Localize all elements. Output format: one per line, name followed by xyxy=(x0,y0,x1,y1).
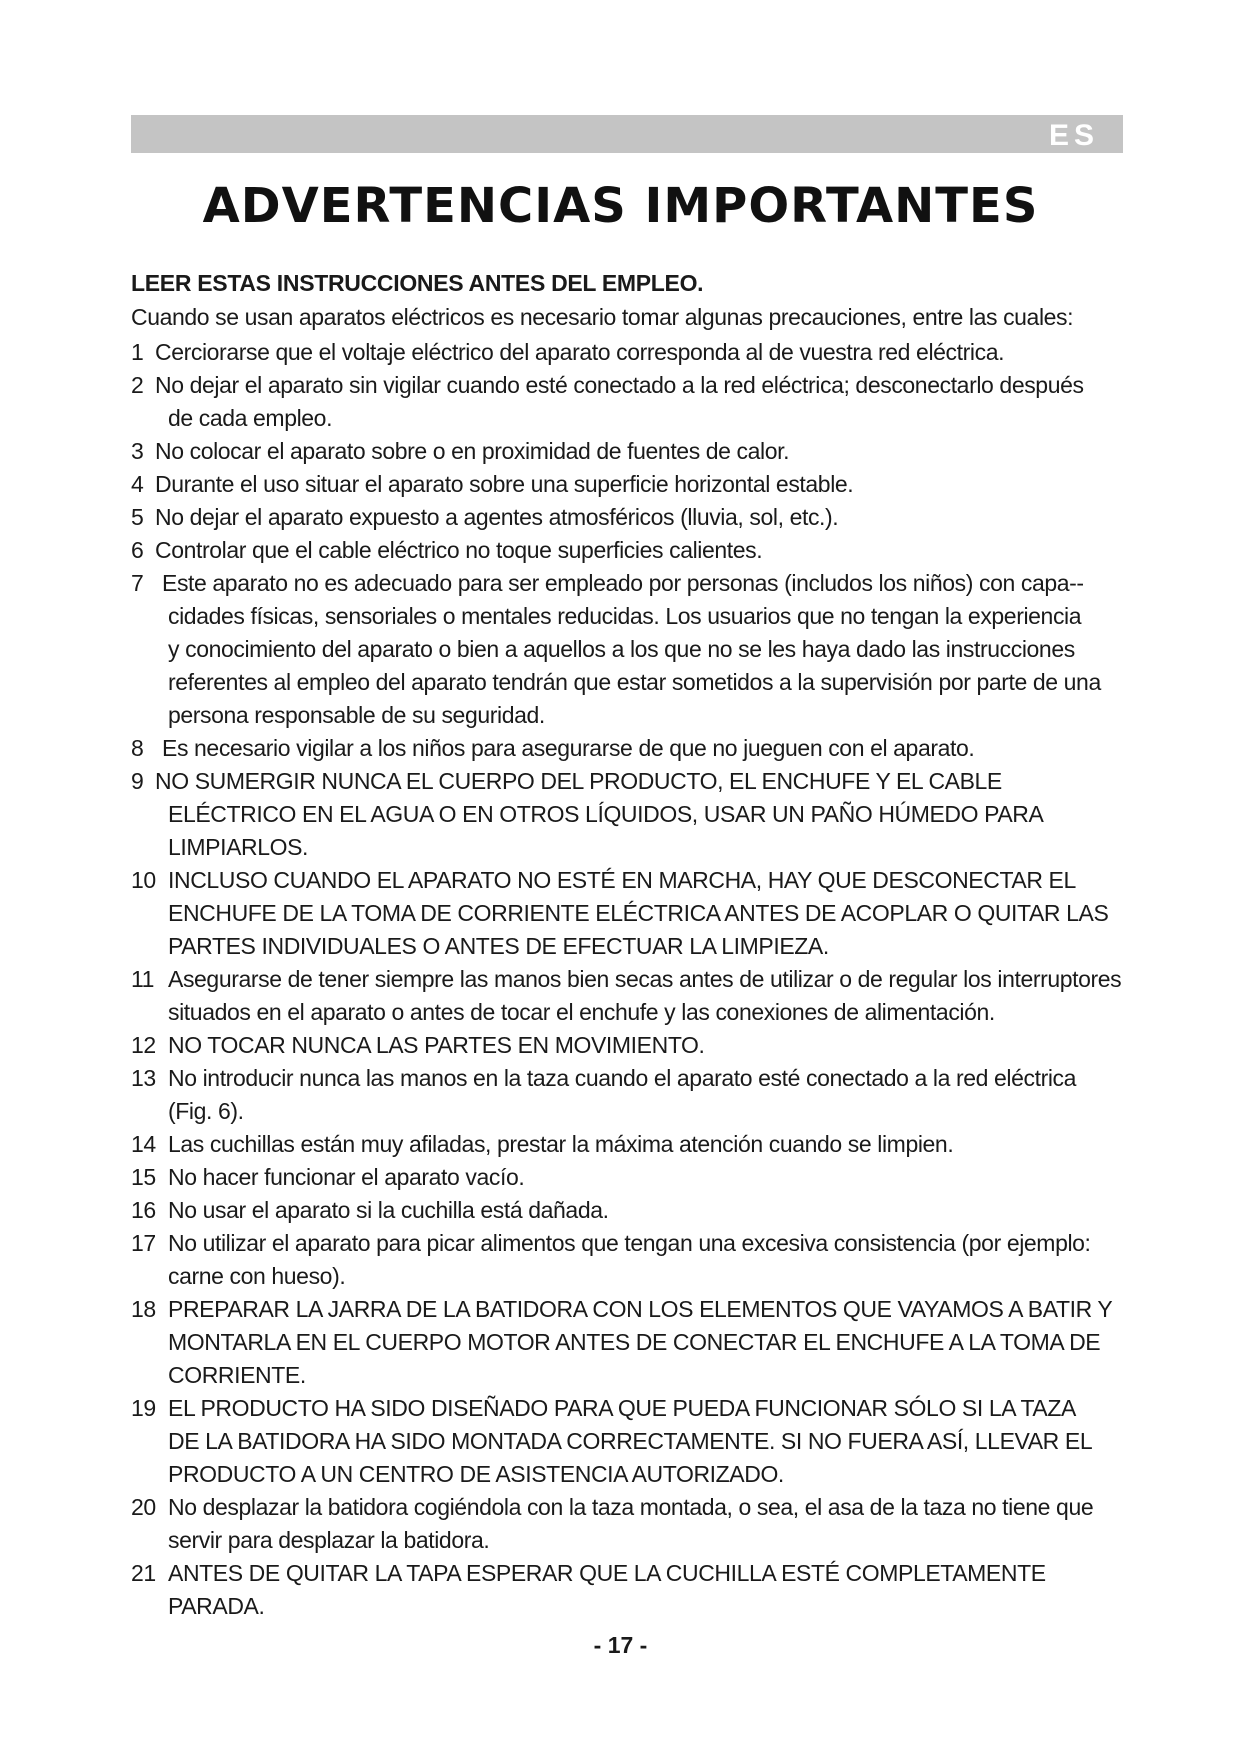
warning-text-line: PARTES INDIVIDUALES O ANTES DE EFECTUAR LA LIMPIEZA. xyxy=(168,933,829,959)
language-code: ES xyxy=(1048,119,1099,152)
warning-text-line: Es necesario vigilar a los niños para asegurarse de que no jueguen con el aparato. xyxy=(162,735,975,761)
warning-text-line: ENCHUFE DE LA TOMA DE CORRIENTE ELÉCTRICA ANTES DE ACOPLAR O QUITAR LAS xyxy=(168,900,1109,926)
warning-text-line: Cerciorarse que el voltaje eléctrico del aparato corresponda al de vuestra red eléctrica. xyxy=(155,339,1005,365)
warning-text-line: CORRIENTE. xyxy=(168,1362,306,1388)
intro-text: Cuando se usan aparatos eléctricos es necesario tomar algunas precauciones, entre las cuales: xyxy=(131,304,1074,330)
warning-text-line: No dejar el aparato expuesto a agentes atmosféricos (lluvia, sol, etc.). xyxy=(155,504,839,530)
warning-number: 8 xyxy=(131,735,144,761)
warning-item xyxy=(131,1128,1131,1161)
warning-text-line: No dejar el aparato sin vigilar cuando esté conectado a la red eléctrica; desconectarlo después xyxy=(155,372,1084,398)
warning-number: 11 xyxy=(131,966,155,992)
warning-text-line: INCLUSO CUANDO EL APARATO NO ESTÉ EN MARCHA, HAY QUE DESCONECTAR EL xyxy=(168,867,1076,893)
warning-number: 3 xyxy=(131,438,144,464)
warning-number: 2 xyxy=(131,372,144,398)
warning-number: 6 xyxy=(131,537,144,563)
warning-text-line: LIMPIARLOS. xyxy=(168,834,309,860)
warning-text-line: No introducir nunca las manos en la taza cuando el aparato esté conectado a la red eléctrica xyxy=(168,1065,1077,1091)
warning-item xyxy=(131,435,1131,468)
warning-number: 5 xyxy=(131,504,144,530)
warning-text-line: No colocar el aparato sobre o en proximidad de fuentes de calor. xyxy=(155,438,790,464)
warning-text-line: No desplazar la batidora cogiéndola con la taza montada, o sea, el asa de la taza no tiene que xyxy=(168,1494,1094,1520)
warning-number: 14 xyxy=(131,1131,156,1157)
warning-number: 10 xyxy=(131,867,156,893)
warning-text-line: servir para desplazar la batidora. xyxy=(168,1527,490,1553)
warning-text-line: carne con hueso). xyxy=(168,1263,346,1289)
warning-item xyxy=(131,732,1131,765)
warning-text-line: PARADA. xyxy=(168,1593,265,1619)
warning-text-line: de cada empleo. xyxy=(168,405,333,431)
warning-text-line: situados en el aparato o antes de tocar el enchufe y las conexiones de alimentación. xyxy=(168,999,995,1025)
warning-item xyxy=(131,963,1131,1029)
warning-number: 20 xyxy=(131,1494,156,1520)
warning-text-line: No utilizar el aparato para picar alimentos que tengan una excesiva consistencia (por ejemplo: xyxy=(168,1230,1091,1256)
warning-text-line: Controlar que el cable eléctrico no toque superficies calientes. xyxy=(155,537,763,563)
warning-text-line: PRODUCTO A UN CENTRO DE ASISTENCIA AUTORIZADO. xyxy=(168,1461,784,1487)
warning-text-line: referentes al empleo del aparato tendrán que estar sometidos a la supervisión por parte de una xyxy=(168,669,1101,695)
warning-number: 9 xyxy=(131,768,144,794)
warning-text-line: NO SUMERGIR NUNCA EL CUERPO DEL PRODUCTO, EL ENCHUFE Y EL CABLE xyxy=(155,768,1002,794)
warning-text-line: NO TOCAR NUNCA LAS PARTES EN MOVIMIENTO. xyxy=(168,1032,705,1058)
warning-text-line: PREPARAR LA JARRA DE LA BATIDORA CON LOS ELEMENTOS QUE VAYAMOS A BATIR Y xyxy=(168,1296,1113,1322)
warning-item xyxy=(131,1557,1131,1623)
warning-text-line: Este aparato no es adecuado para ser empleado por personas (includos los niños) con capa-- xyxy=(162,570,1084,596)
warning-number: 15 xyxy=(131,1164,156,1190)
warning-text-line: No hacer funcionar el aparato vacío. xyxy=(168,1164,525,1190)
warning-item xyxy=(131,1293,1131,1392)
warning-text-line: Las cuchillas están muy afiladas, prestar la máxima atención cuando se limpien. xyxy=(168,1131,954,1157)
warning-text-line: No usar el aparato si la cuchilla está dañada. xyxy=(168,1197,609,1223)
warning-text-line: y conocimiento del aparato o bien a aquellos a los que no se les haya dado las instrucciones xyxy=(168,636,1075,662)
warning-item xyxy=(131,1161,1131,1194)
warning-text-line: ELÉCTRICO EN EL AGUA O EN OTROS LÍQUIDOS, USAR UN PAÑO HÚMEDO PARA xyxy=(168,801,1044,827)
language-header-bar xyxy=(131,115,1123,153)
warning-number: 19 xyxy=(131,1395,156,1421)
warning-text-line: Asegurarse de tener siempre las manos bien secas antes de utilizar o de regular los interruptores xyxy=(168,966,1122,992)
warning-item xyxy=(131,468,1131,501)
warning-item xyxy=(131,369,1131,435)
warning-item xyxy=(131,1392,1131,1491)
warning-number: 18 xyxy=(131,1296,156,1322)
warning-text-line: MONTARLA EN EL CUERPO MOTOR ANTES DE CONECTAR EL ENCHUFE A LA TOMA DE xyxy=(168,1329,1101,1355)
warning-number: 16 xyxy=(131,1197,156,1223)
warning-item xyxy=(131,567,1131,732)
warning-number: 12 xyxy=(131,1032,156,1058)
warning-text-line: (Fig. 6). xyxy=(168,1098,244,1124)
warning-item xyxy=(131,501,1131,534)
warning-text-line: persona responsable de su seguridad. xyxy=(168,702,545,728)
warning-item xyxy=(131,336,1131,369)
warning-number: 1 xyxy=(131,339,144,365)
warning-item xyxy=(131,765,1131,864)
warning-item xyxy=(131,1194,1131,1227)
warning-number: 17 xyxy=(131,1230,156,1256)
warning-number: 4 xyxy=(131,471,144,497)
warning-text-line: Durante el uso situar el aparato sobre una superficie horizontal estable. xyxy=(155,471,854,497)
warning-item xyxy=(131,534,1131,567)
warning-text-line: EL PRODUCTO HA SIDO DISEÑADO PARA QUE PUEDA FUNCIONAR SÓLO SI LA TAZA xyxy=(168,1395,1076,1421)
warning-item xyxy=(131,1227,1131,1293)
page-title: ADVERTENCIAS IMPORTANTES xyxy=(202,178,1039,234)
warning-number: 7 xyxy=(131,570,144,596)
warning-item xyxy=(131,864,1131,963)
instructions-heading: LEER ESTAS INSTRUCCIONES ANTES DEL EMPLEO. xyxy=(131,270,704,296)
warning-item xyxy=(131,1029,1131,1062)
warnings-list xyxy=(131,336,1131,1623)
warning-text-line: ANTES DE QUITAR LA TAPA ESPERAR QUE LA CUCHILLA ESTÉ COMPLETAMENTE xyxy=(168,1560,1046,1586)
warning-number: 21 xyxy=(131,1560,156,1586)
warning-item xyxy=(131,1491,1131,1557)
warning-text-line: cidades físicas, sensoriales o mentales reducidas. Los usuarios que no tengan la experiencia xyxy=(168,603,1082,629)
page-number: - 17 - xyxy=(593,1632,648,1658)
warning-number: 13 xyxy=(131,1065,156,1091)
warning-item xyxy=(131,1062,1131,1128)
warning-text-line: DE LA BATIDORA HA SIDO MONTADA CORRECTAMENTE. SI NO FUERA ASÍ, LLEVAR EL xyxy=(168,1428,1093,1454)
